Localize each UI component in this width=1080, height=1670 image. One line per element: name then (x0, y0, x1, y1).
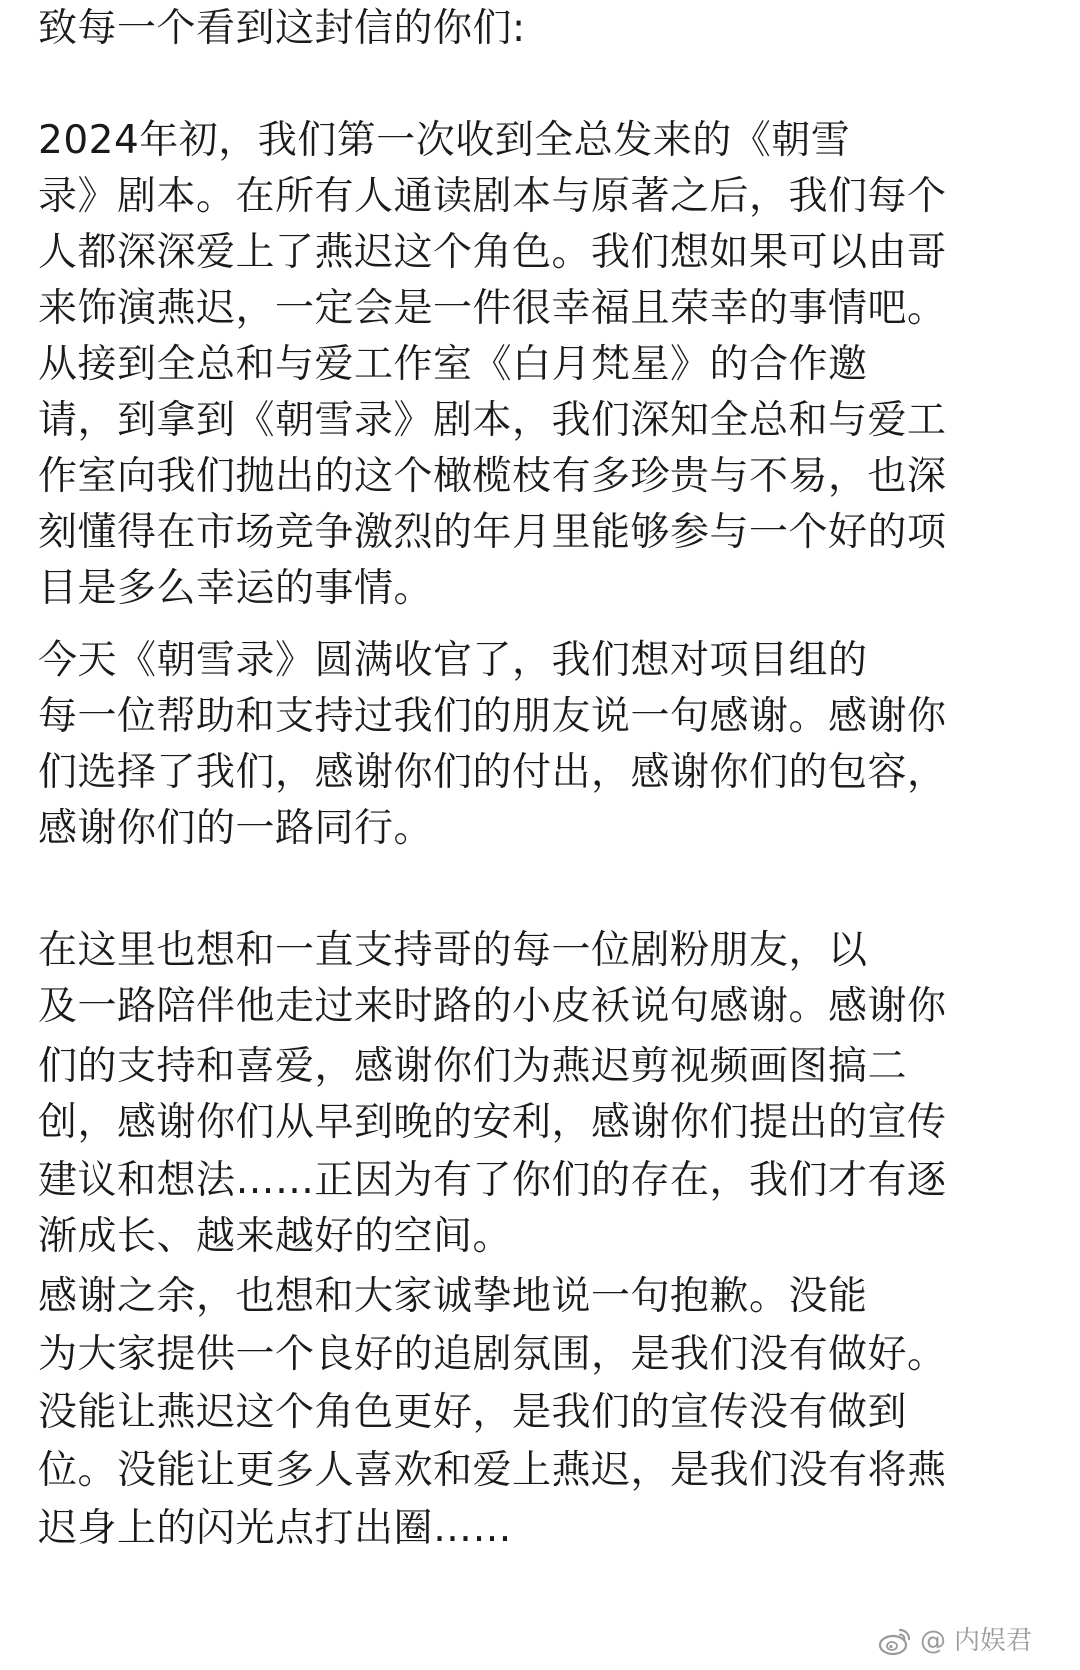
letter-line: 位。没能让更多人喜欢和爱上燕迟，是我们没有将燕 (38, 1448, 947, 1493)
letter-line: 今天《朝雪录》圆满收官了，我们想对项目组的 (38, 638, 868, 683)
letter-line: 没能让燕迟这个角色更好，是我们的宣传没有做到 (38, 1390, 908, 1435)
letter-line: 目是多么幸运的事情。 (38, 566, 434, 611)
letter-line: 录》剧本。在所有人通读剧本与原著之后，我们每个 (38, 174, 947, 219)
letter-line: 创，感谢你们从早到晚的安利，感谢你们提出的宣传 (38, 1100, 947, 1145)
letter-line: 2024年初，我们第一次收到全总发来的《朝雪 (38, 118, 851, 163)
letter-line: 们选择了我们，感谢你们的付出，感谢你们的包容， (38, 750, 947, 795)
letter-line: 及一路陪伴他走过来时路的小皮袄说句感谢。感谢你 (38, 984, 947, 1029)
weibo-logo-icon (878, 1626, 912, 1656)
letter-line: 每一位帮助和支持过我们的朋友说一句感谢。感谢你 (38, 694, 947, 739)
letter-greeting: 致每一个看到这封信的你们: (38, 6, 526, 51)
letter-line: 人都深深爱上了燕迟这个角色。我们想如果可以由哥 (38, 230, 947, 275)
letter-line: 作室向我们抛出的这个橄榄枝有多珍贵与不易，也深 (38, 454, 947, 499)
letter-line: 迟身上的闪光点打出圈…… (38, 1506, 513, 1551)
letter-line: 渐成长、越来越好的空间。 (38, 1214, 513, 1259)
letter-line: 感谢之余，也想和大家诚挚地说一句抱歉。没能 (38, 1274, 868, 1319)
letter-line: 在这里也想和一直支持哥的每一位剧粉朋友，以 (38, 928, 868, 973)
letter-line: 建议和想法……正因为有了你们的存在，我们才有逐 (38, 1158, 947, 1203)
letter-line: 从接到全总和与爱工作室《白月梵星》的合作邀 (38, 342, 868, 387)
letter-line: 请，到拿到《朝雪录》剧本，我们深知全总和与爱工 (38, 398, 947, 443)
letter-line: 感谢你们的一路同行。 (38, 806, 434, 851)
letter-line: 刻懂得在市场竞争激烈的年月里能够参与一个好的项 (38, 510, 947, 555)
letter-line: 们的支持和喜爱，感谢你们为燕迟剪视频画图搞二 (38, 1044, 908, 1089)
watermark-account-name: 内娱君 (953, 1626, 1032, 1656)
letter-line: 为大家提供一个良好的追剧氛围，是我们没有做好。 (38, 1332, 947, 1377)
letter-line: 来饰演燕迟，一定会是一件很幸福且荣幸的事情吧。 (38, 286, 947, 331)
weibo-watermark (878, 1624, 1032, 1658)
watermark-at: @ (919, 1626, 946, 1656)
